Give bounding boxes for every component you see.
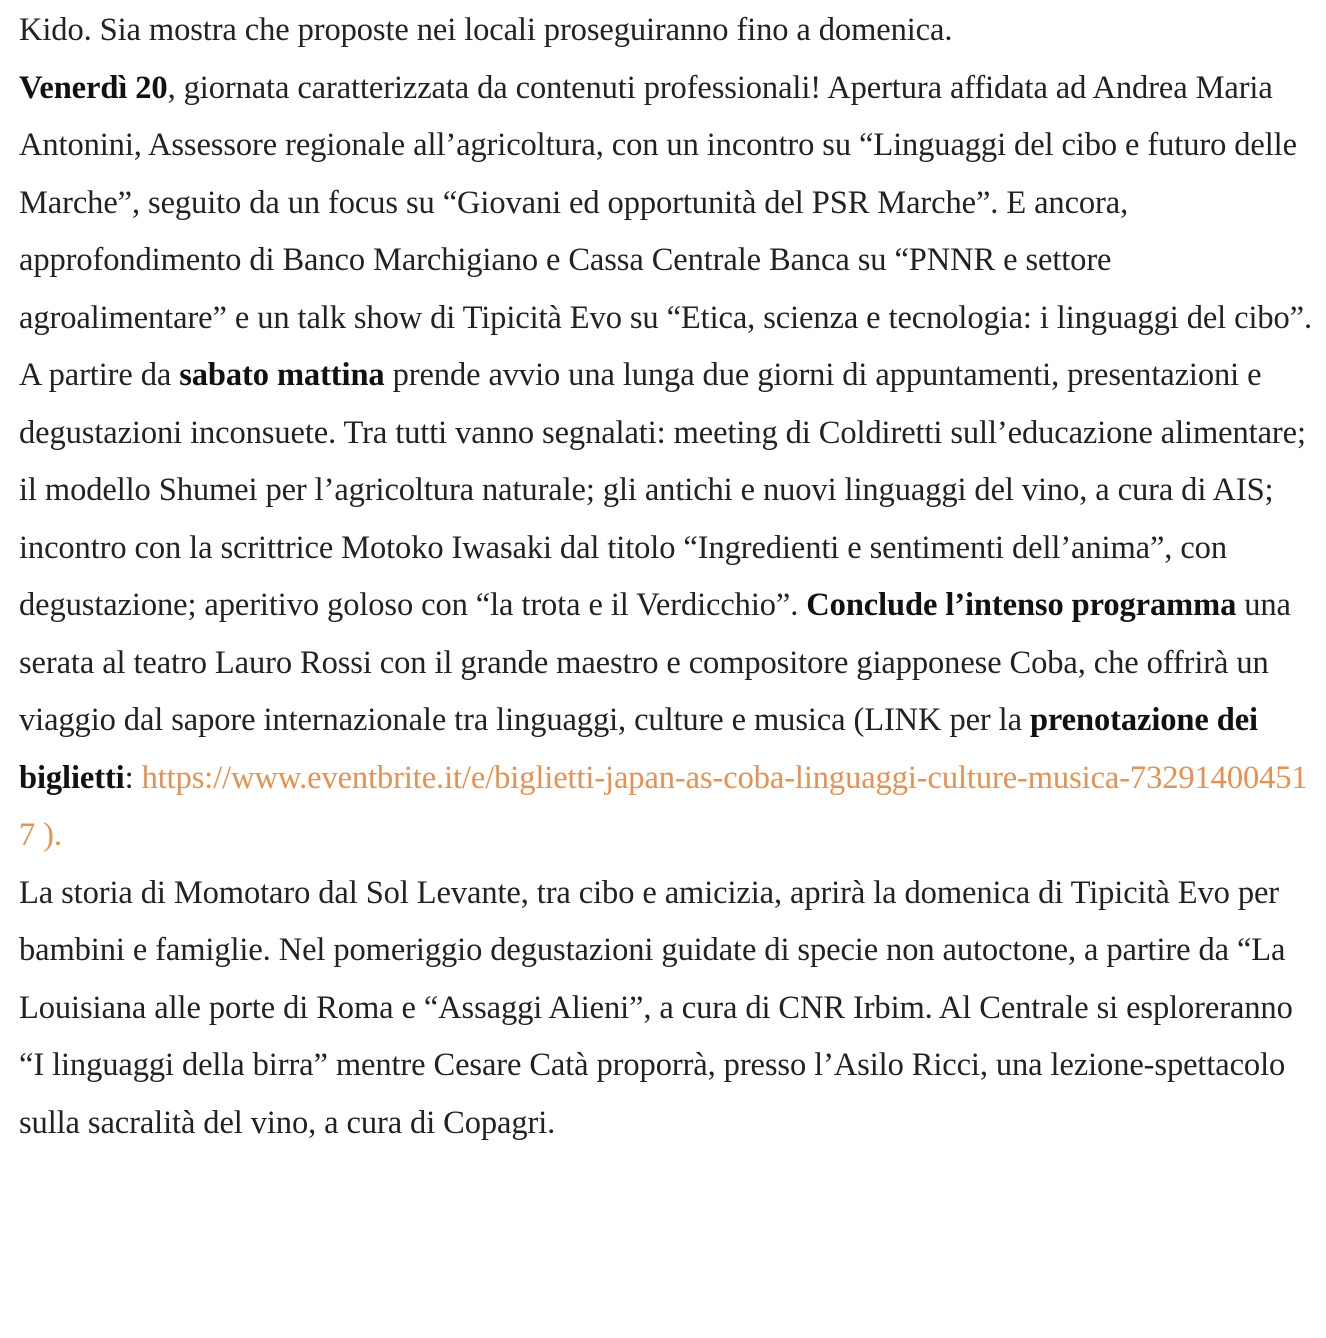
colon-text: : — [124, 759, 142, 796]
paragraph-friday — [19, 60, 1314, 348]
saturday-morning-bold: sabato mattina — [179, 357, 385, 393]
coba-concert-text: una serata al teatro Lauro Rossi con il grande maestro e compositore giapponese Coba, che offrirà un viaggio dal sapore internazionale tra linguaggi, culture e musica (LINK per la — [19, 587, 1291, 738]
program-conclusion-bold: Conclude l’intenso programma — [806, 587, 1237, 623]
friday-text: , giornata caratterizzata da contenuti professionali! Apertura affidata ad Andrea Maria Antonini, Assessore regionale all’agricoltura, con un incontro su “Linguaggi del cibo e futuro delle Marche”, seguito da un focus su “Giovani ed opportunità del PSR Marche”. E ancora, approfondimento di Banco Marchigiano e Cassa Centrale Banca su “PNNR e settore agroalimentare” e un talk show di Tipicità Evo su “Etica, scienza e tecnologia: i linguaggi del cibo”. — [19, 69, 1313, 336]
paragraph-exhibition-note: Kido. Sia mostra che proposte nei locali proseguiranno fino a domenica. — [19, 12, 953, 48]
eventbrite-ticket-link[interactable]: https://www.eventbrite.it/e/biglietti-japan-as-coba-linguaggi-culture-musica-732914004517 ). — [19, 759, 1308, 853]
saturday-intro-text: A partire da — [19, 357, 180, 393]
friday-date-bold: Venerdì 20 — [19, 69, 168, 106]
paragraph-saturday — [19, 347, 1314, 865]
paragraph-sunday: La storia di Momotaro dal Sol Levante, tra cibo e amicizia, aprirà la domenica di Tipicità Evo per bambini e famiglie. Nel pomeriggio degustazioni guidate di specie non autoctone, a partire da “La Louisiana alle porte di Roma e “Assaggi Alieni”, a cura di CNR Irbim. Al Centrale si esploreranno “I linguaggi della birra” mentre Cesare Catà proporrà, presso l’Asilo Ricci, una lezione-spettacolo sulla sacralità del vino, a cura di Copagri. — [19, 874, 1293, 1141]
ticket-booking-bold: prenotazione dei biglietti — [19, 702, 1258, 796]
saturday-program-text: prende avvio una lunga due giorni di appuntamenti, presentazioni e degustazioni inconsuete. Tra tutti vanno segnalati: meeting di Coldiretti sull’educazione alimentare; il modello Shumei per l’agricoltura naturale; gli antichi e nuovi linguaggi del vino, a cura di AIS; incontro con la scrittrice Motoko Iwasaki dal titolo “Ingredienti e sentimenti dell’anima”, con degustazione; aperitivo goloso con “la trota e il Verdicchio”. — [19, 357, 1306, 623]
article-body — [0, 2, 1326, 1152]
